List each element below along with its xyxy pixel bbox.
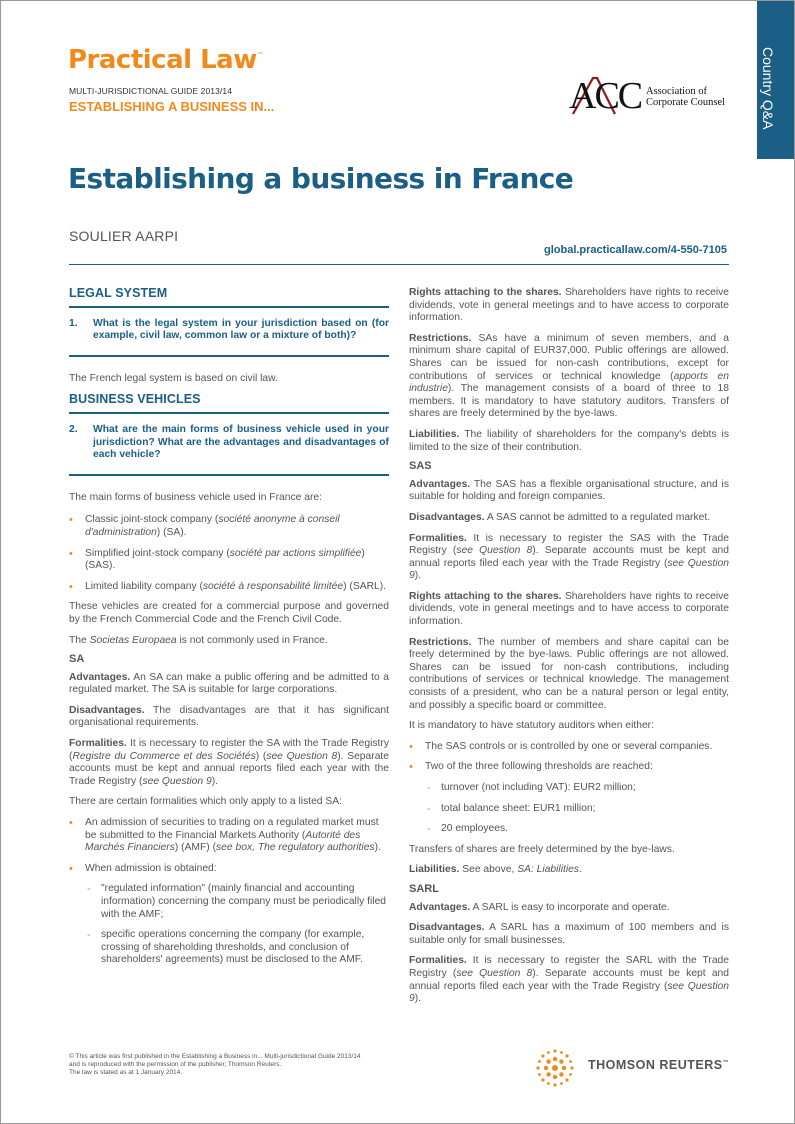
right-column bbox=[409, 287, 729, 1006]
section-heading-business-vehicles: BUSINESS VEHICLES bbox=[69, 392, 201, 407]
acc-text: Association of Corporate Counsel bbox=[646, 86, 726, 108]
paragraph: Restrictions. The number of members and share capital can be freely determined by the bye-laws. Public offerings are not allowed. Shares can be issued for non-cash contributions, including contributions of services or technical knowledge. The management consists of a president, who can be a natural person or legal entity, and possibly a specific board or committee. bbox=[409, 636, 729, 711]
page-title: Establishing a business in France bbox=[68, 162, 574, 195]
list-item: - specific operations concerning the company (for example, crossing of shareholding thresholds, and conclusion of shareholders' agreements) must be disclosed to the AMF. bbox=[85, 929, 389, 967]
thomson-reuters-logo bbox=[533, 1046, 733, 1080]
subheading-sa: SA bbox=[69, 653, 85, 666]
paragraph: Advantages. The SAS has a flexible organisational structure, and is suitable for holding and foreign companies. bbox=[409, 478, 729, 503]
paragraph: Advantages. An SA can make a public offering and be admitted to a regulated market. The SA is suitable for large corporations. bbox=[69, 671, 389, 696]
practical-law-logo: Practical Law™ bbox=[68, 45, 264, 75]
series-label: ESTABLISHING A BUSINESS IN... bbox=[69, 99, 275, 114]
paragraph: There are certain formalities which only apply to a listed SA: bbox=[69, 796, 342, 808]
paragraph: Rights attaching to the shares. Shareholders have rights to receive dividends, vote in general meetings and to have access to corporate information. bbox=[409, 287, 729, 324]
guide-label: MULTI-JURISDICTIONAL GUIDE 2013/14 bbox=[69, 86, 233, 96]
thresholds-list bbox=[425, 782, 729, 836]
thomson-reuters-logo-icon bbox=[533, 1046, 577, 1090]
list-item: - 20 employees. bbox=[425, 823, 729, 836]
list-item: • An admission of securities to trading on a regulated market must be submitted to the Financial Markets Authority (Autorité des Marchés Financiers) (AMF) (see box, The regulatory authorities). bbox=[69, 817, 389, 855]
section-heading-legal-system: LEGAL SYSTEM bbox=[69, 286, 168, 300]
paragraph: Liabilities. See above, SA: Liabilities. bbox=[409, 864, 582, 876]
question-2: 2. What are the main forms of business vehicle used in your jurisdiction? What are the advantages and disadvantages of each vehicle? bbox=[69, 412, 389, 476]
paragraph: Transfers of shares are freely determined by the bye-laws. bbox=[409, 843, 675, 855]
paragraph: Rights attaching to the shares. Shareholders have rights to receive dividends, vote in general meetings and to have access to corporate information. bbox=[409, 590, 729, 628]
subheading-sarl: SARL bbox=[409, 882, 439, 895]
list-item: • Limited liability company (société à responsabilité limitée) (SARL). bbox=[69, 581, 389, 594]
paragraph: Liabilities. The liability of shareholders for the company's debts is limited to the size of their contribution. bbox=[409, 428, 729, 453]
left-column bbox=[69, 287, 389, 975]
listed-sa-list bbox=[69, 817, 389, 967]
question-1: 1. What is the legal system in your jurisdiction based on (for example, civil law, common law or a mixture of both)? bbox=[69, 306, 389, 357]
paragraph: These vehicles are created for a commercial purpose and governed by the French Commercial Code and the French Civil Code. bbox=[69, 601, 389, 625]
admission-list bbox=[85, 883, 389, 967]
answer-1: The French legal system is based on civil law. bbox=[69, 372, 278, 384]
paragraph: Formalities. It is necessary to register the SARL with the Trade Registry (see Question 8). Separate accounts must be kept and annual reports filed each year with the Trade Registry (see Question 9). bbox=[409, 955, 729, 1005]
list-item: • Two of the three following thresholds are reached: - turnover (not including VAT): EUR2 million; - total balance sheet: EUR1 million; - 20 employees. bbox=[409, 761, 729, 835]
paragraph: Disadvantages. A SAS cannot be admitted to a regulated market. bbox=[409, 511, 711, 523]
paragraph: Disadvantages. The disadvantages are that it has significant organisational requirements. bbox=[69, 704, 389, 729]
list-item: - "regulated information" (mainly financial and accounting information) concerning the company must be periodically filed with the AMF; bbox=[85, 883, 389, 921]
list-item: - total balance sheet: EUR1 million; bbox=[425, 803, 729, 816]
paragraph: Disadvantages. A SARL has a maximum of 100 members and is suitable only for small businesses. bbox=[409, 922, 729, 946]
paragraph: Formalities. It is necessary to register the SA with the Trade Registry (Registre du Commerce et des Sociétés) (see Question 8). Separate accounts must be kept and annual reports filed each year with the Trade Registry (see Question 9). bbox=[69, 738, 390, 787]
acc-logo bbox=[569, 76, 729, 116]
header-divider bbox=[69, 264, 729, 265]
copyright-footnote: © This article was first published in the Establishing a Business in... Multi-jurisdictional Guide 2013/14 and is reproduced with the permission of the publisher, Thomson Reuters. The law is stated as at 1 January 2014. bbox=[69, 1053, 361, 1076]
article-url[interactable]: global.practicallaw.com/4-550-7105 bbox=[543, 244, 727, 256]
auditor-conditions-list bbox=[409, 741, 729, 836]
list-item: • Classic joint-stock company (société anonyme à conseil d'administration) (SA). bbox=[69, 514, 389, 539]
list-item: • The SAS controls or is controlled by one or several companies. bbox=[409, 741, 729, 754]
list-item: • When admission is obtained: - "regulated information" (mainly financial and accounting information) concerning the company must be periodically filed with the AMF; - specific operations concerning the company (for example, crossing of shareholding thresholds, and conclusion of shareholders' agreements) must be disclosed to the AMF. bbox=[69, 863, 389, 967]
acc-mark: ACC bbox=[569, 75, 642, 117]
paragraph: Restrictions. SAs have a minimum of seven members, and a minimum share capital of EUR37,000. Public offerings are allowed. Shares can be issued for non-cash contributions, except for contributions of services or technical knowledge (apports en industrie). The management consists of a board of three to 18 members. It is mandatory to have statutory auditors. Transfers of shares are freely determined by the bye-laws. bbox=[409, 332, 729, 420]
paragraph: It is mandatory to have statutory auditors when either: bbox=[409, 720, 654, 732]
vehicle-list bbox=[69, 514, 389, 593]
country-qa-tab: Country Q&A bbox=[757, 1, 795, 159]
subheading-sas: SAS bbox=[409, 460, 432, 473]
list-item: - turnover (not including VAT): EUR2 million; bbox=[425, 782, 729, 795]
list-item: • Simplified joint-stock company (société par actions simplifiée) (SAS). bbox=[69, 548, 389, 573]
thomson-reuters-wordmark: THOMSON REUTERS™ bbox=[588, 1058, 730, 1072]
paragraph: Formalities. It is necessary to register the SAS with the Trade Registry (see Question 8). Separate accounts must be kept and annual reports filed each year with the Trade Registry (see Question 9). bbox=[409, 532, 729, 582]
paragraph: The Societas Europaea is not commonly used in France. bbox=[69, 634, 328, 646]
author: SOULIER AARPI bbox=[69, 228, 179, 244]
paragraph: Advantages. A SARL is easy to incorporate and operate. bbox=[409, 901, 670, 913]
vehicles-intro: The main forms of business vehicle used in France are: bbox=[69, 491, 322, 503]
